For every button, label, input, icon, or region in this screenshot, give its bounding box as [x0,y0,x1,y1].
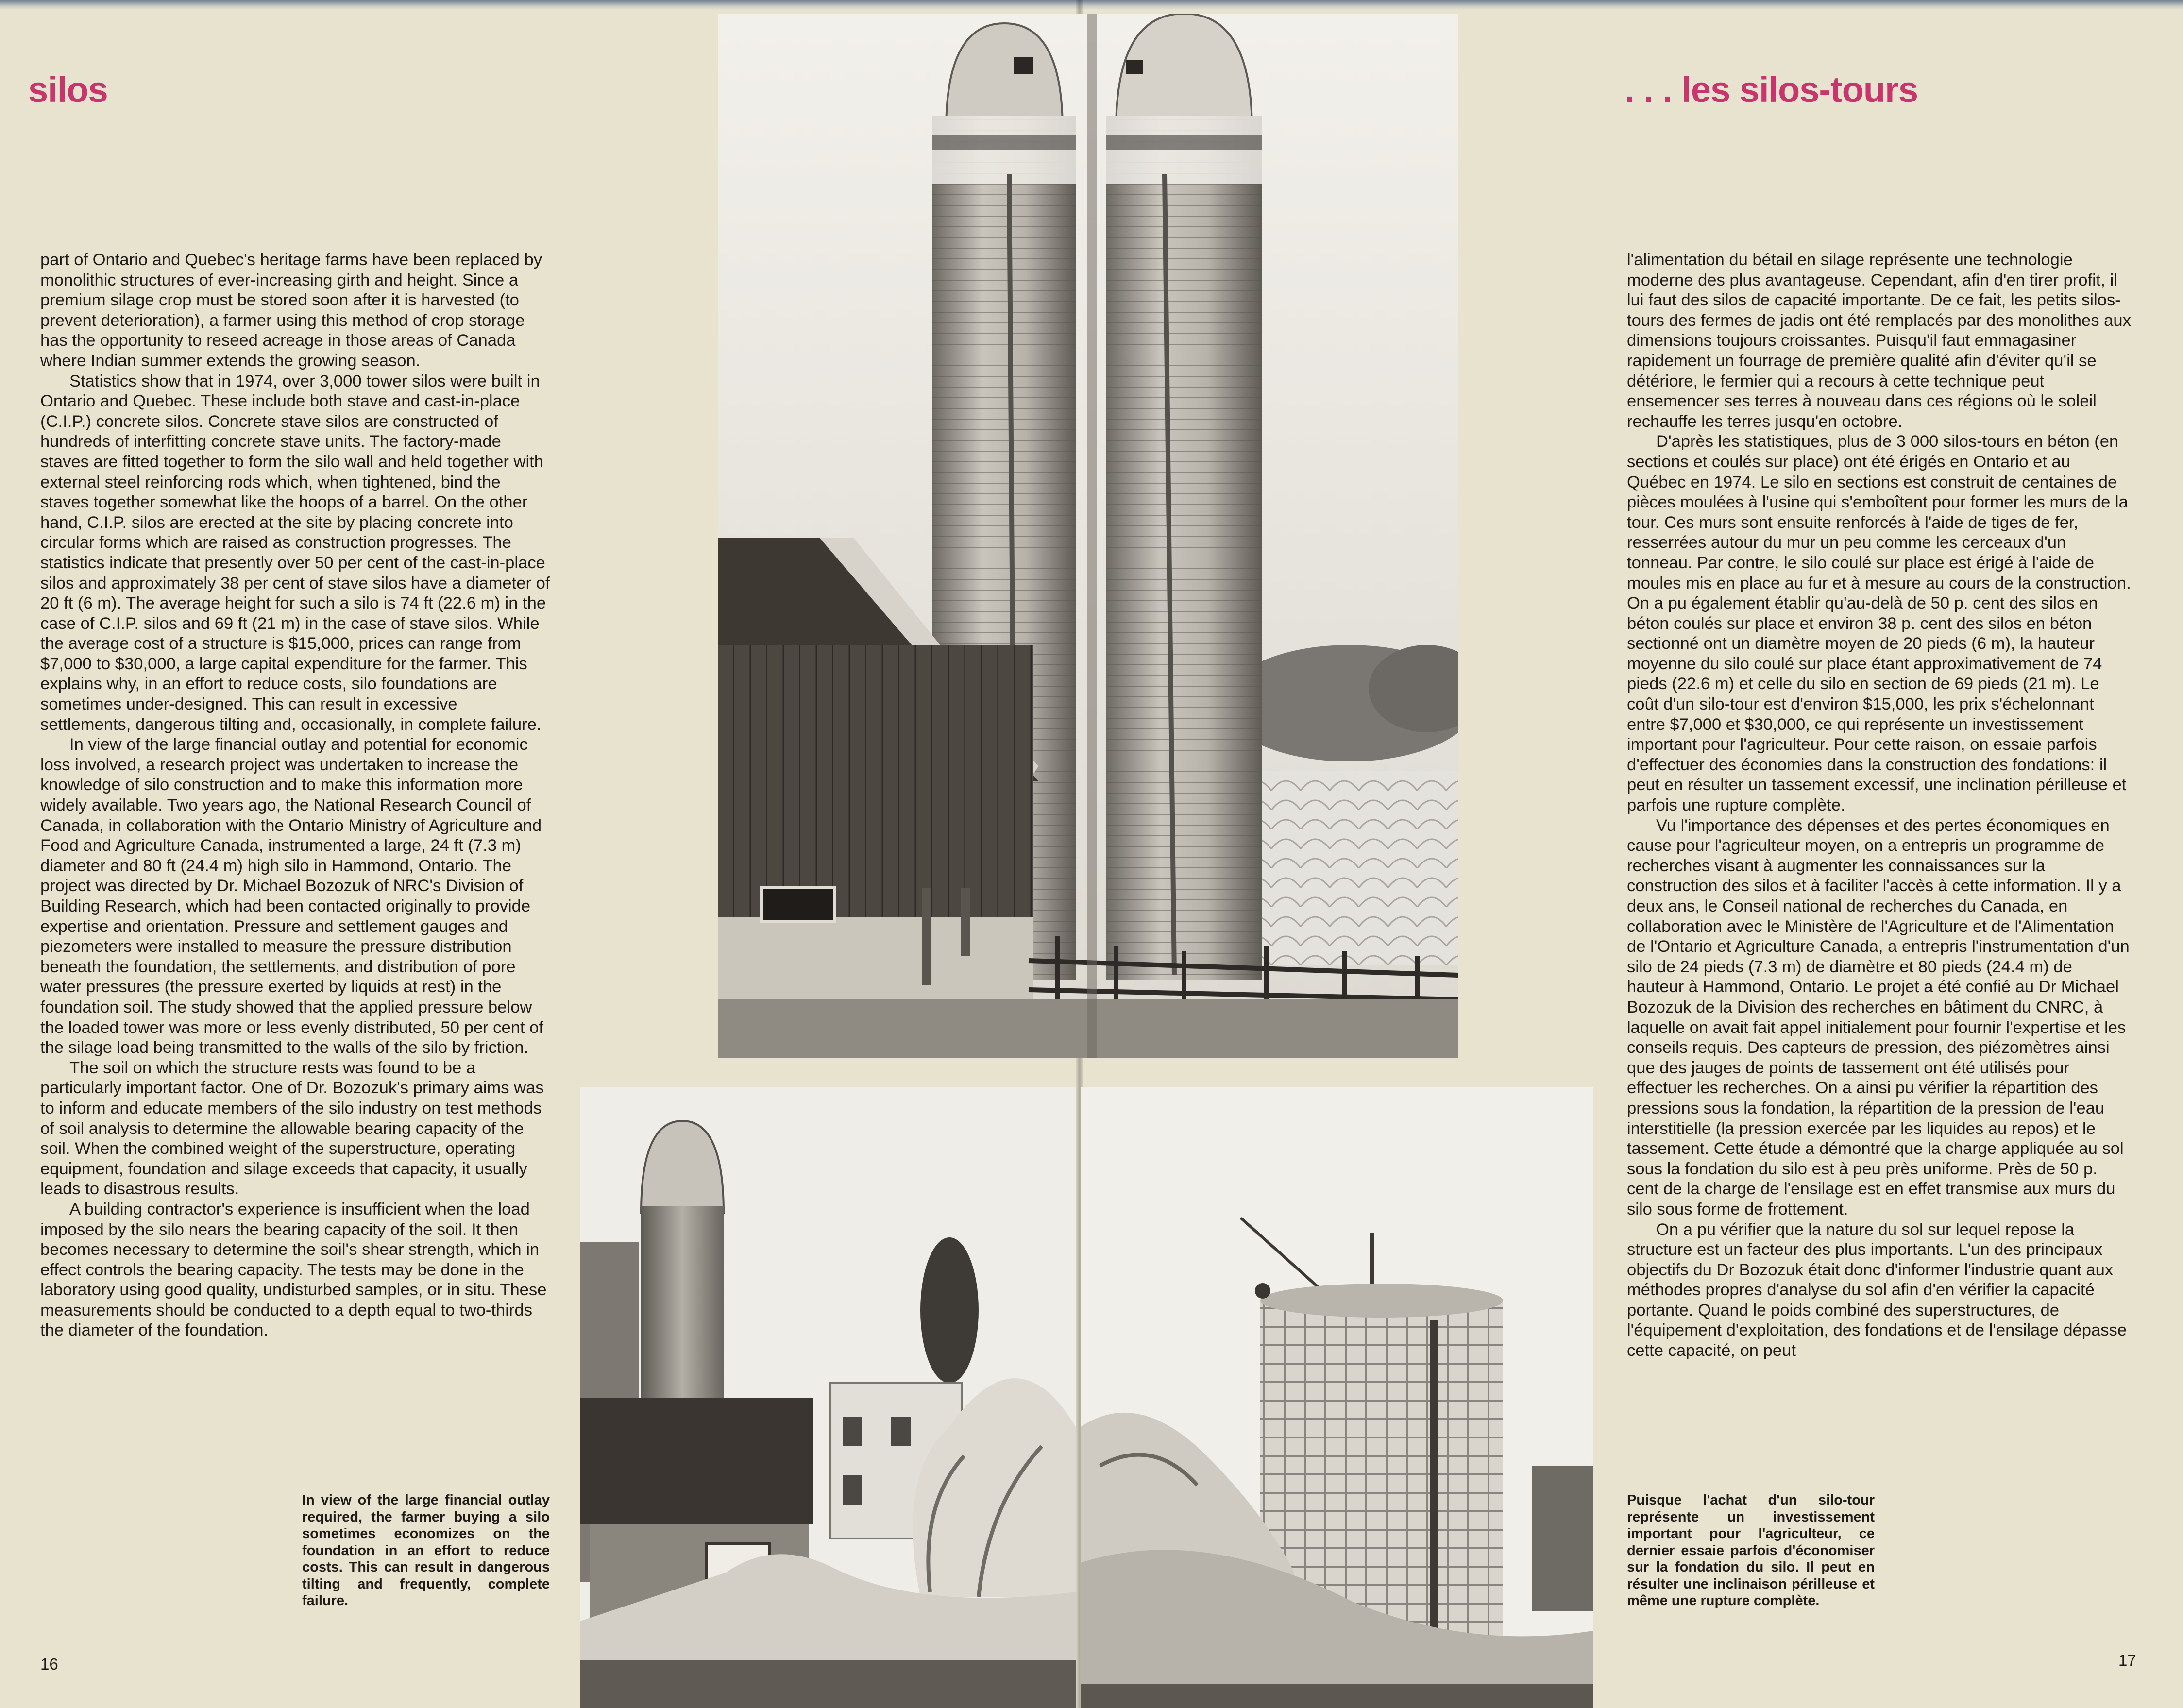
left-paragraph: In view of the large financial outlay and potential for economic loss involved, a research project was undertaken to increase the knowledge of silo construction and to make this information more widely available. Two years ago, the National Research Council of Canada, in collaboration with the Ontario Ministry of Agriculture and Food and Agriculture Canada, instrumented a large, 24 ft (7.3 m) diameter and 80 ft (24.4 m) high silo in Hammond, Ontario. The project was directed by Dr. Michael Bozozuk of NRC's Division of Building Research, which had been contacted originally to provide expertise and orientation. Pressure and settlement gauges and piezometers were installed to measure the pressure distribution beneath the foundation, the settlements, and distribution of pore water pressures (the pressure exerted by liquids at rest) in the foundation soil. The study showed that the applied pressure below the loaded tower was more or less evenly distributed, 50 per cent of the silage load being transmitted to the walls of the silo by friction. [40,735,543,1057]
left-paragraph: The soil on which the structure rests was found to be a particularly important factor. One of Dr. Bozozuk's primary aims was to inform and educate members of the silo industry on test methods of soil analysis to determine the allowable bearing capacity of the soil. When the combined weight of the superstructure, operating equipment, foundation and silage exceeds that capacity, it usually leads to disastrous results. [40,1058,544,1199]
right-page-headline: . . . les silos-tours [1625,69,1918,110]
left-paragraph: A building contractor's experience is insufficient when the load imposed by the silo nears the bearing capacity of the soil. It then becomes necessary to determine the soil's shear strength, which in effect controls the bearing capacity. The tests may be done in the laboratory using good quality, undisturbed samples, or in situ. These measurements should be conducted to a depth equal to two-thirds the diameter of the foundation. [40,1200,547,1340]
right-paragraph: On a pu vérifier que la nature du sol sur lequel repose la structure est un facteur des plus importants. L'un des principaux objectifs du Dr Bozozuk était donc d'informer l'industrie quant aux méthodes propres d'analyse du sol afin d'en vérifier la capacité portante. Quand le poids combiné des superstructures, de l'équipement d'exploitation, des fondations et de l'ensilage dépasse cette capacité, on peut [1627,1220,2127,1360]
left-paragraph: Statistics show that in 1974, over 3,000 tower silos were built in Ontario and Quebec. These include both stave and cast-in-place (C.I.P.) concrete silos. Concrete stave silos are constructed of hundreds of interfitting concrete stave units. The factory-made staves are fitted together to form the silo wall and held together with external steel reinforcing rods which, when tightened, bind the staves together somewhat like the hoops of a barrel. On the other hand, C.I.P. silos are erected at the site by placing concrete into circular forms which are raised as construction progresses. The statistics indicate that presently over 50 per cent of the cast-in-place silos and approximately 38 per cent of stave silos have a diameter of 20 ft (6 m). The average height for such a silo is 74 ft (22.6 m) in the case of C.I.P. silos and 69 ft (21 m) in the case of stave silos. While the average cost of a structure is $15,000, prices can range from $7,000 to $30,000, a large capital expenditure for the farmer. This explains why, in an effort to reduce costs, silo foundations are sometimes under-designed. This can result in excessive settlements, dangerous tilting and, occasionally, in complete failure. [40,372,550,734]
left-photo-caption: In view of the large financial outlay required, the farmer buying a silo sometimes economizes on the foundation in an effort to reduce costs. This can result in dangerous tilting and frequently, complete failure. [302,1492,550,1608]
right-photo-caption: Puisque l'achat d'un silo-tour représente un investissement important pour l'agriculteur, ce dernier essaie parfois d'économiser sur la fondation du silo. Il peut en résulter une inclinaison périlleuse et même une rupture complète. [1627,1492,1875,1608]
left-page-headline: silos [28,69,108,110]
scan-top-edge [0,0,2183,10]
left-page-body [40,250,550,1341]
silo-and-barn-photo [718,14,1458,1058]
page-number-left: 16 [40,1655,58,1673]
page-number-right: 17 [2118,1651,2136,1669]
right-page-body [1627,250,2132,1361]
right-paragraph: Vu l'importance des dépenses et des pertes économiques en cause pour l'agriculteur moyen, on a entrepris un programme de recherches visant à augmenter les connaissances sur la construction des silos et à faciliter l'accès à cette information. Il y a deux ans, le Conseil national de recherches du Canada, en collaboration avec le Ministère de l'Agriculture et de l'Alimentation de l'Ontario et Agriculture Canada, a entrepris l'instrumentation d'un silo de 24 pieds (7.3 m) de diamètre et 80 pieds (24.4 m) de hauteur à Hammond, Ontario. Le projet a été confié au Dr Michael Bozozuk de la Division des recherches en bâtiment du CNRC, à laquelle on avait fait appel initialement pour fournir l'expertise et les conseils requis. Des capteurs de pression, des piézomètres ainsi que des jauges de points de tassement ont été utilisés pour effectuer les recherches. On a ainsi pu vérifier la répartition des pressions sous la fondation, la répartition de la pression de l'eau interstitielle (la pression exercée par les liquides au repos) et le tassement. Cette étude a démontré que la charge appliquée au sol sous la fondation du silo est à peu près uniforme. Près de 50 p. cent de la charge de l'ensilage est en effet transmise aux murs du silo sous forme de frottement. [1627,816,2130,1218]
right-paragraph: D'après les statistiques, plus de 3 000 silos-tours en béton (en sections et coulés sur place) ont été érigés en Ontario et au Québec en 1974. Le silo en sections est construit de centaines de pièces moulées à l'usine qui s'emboîtent pour former les murs de la tour. Ces murs sont ensuite renforcés à l'aide de tiges de fer, resserrées autour du mur un peu comme les cerceaux d'un tonneau. Par contre, le silo coulé sur place est érigé à l'aide de moules mis en place au fur et à mesure au cours de la construction. On a pu également établir qu'au-delà de 50 p. cent des silos en béton coulés sur place et environ 38 p. cent des silos en béton sectionné ont un diamètre moyen de 20 pieds (6 m), la hauteur moyenne du silo coulé sur place étant approximativement de 74 pieds (22.6 m) et celle du silo en section de 69 pieds (21 m). Le coût d'un silo-tour est d'environ $15,000, les prix s'échelonnant entre $7,000 et $30,000, ce qui représente un investissement important pour l'agriculteur. Pour cette raison, on essaie parfois d'effectuer des économies dans la construction des fondations: il peut en résulter un tassement excessif, une inclination périlleuse et parfois une rupture complète. [1627,432,2131,815]
left-paragraph: part of Ontario and Quebec's heritage farms have been replaced by monolithic structures of ever-increasing girth and height. Since a premium silage crop must be stored soon after it is harvested (to prevent deterioration), a farmer using this method of crop storage has the opportunity to reseed acreage in those areas of Canada where Indian summer extends the growing season. [40,251,542,370]
collapsed-silo-photo [580,1087,1076,1708]
right-paragraph: l'alimentation du bétail en silage représente une technologie moderne des plus avantageuse. Cependant, afin d'en tirer profit, il lui faut des silos de capacité importante. De ce fait, les petits silos-tours des fermes de jadis ont été remplacés par des monolithes aux dimensions toujours croissantes. Puisqu'il faut emmagasiner rapidement un fourrage de première qualité afin d'éviter qu'il se détériore, le fermier qui a recours à cette technique peut ensemencer ses terres à nouveau dans ces régions où le soleil rechauffe les terres jusqu'en octobre. [1627,251,2131,431]
silo-under-construction-photo [1081,1087,1593,1708]
